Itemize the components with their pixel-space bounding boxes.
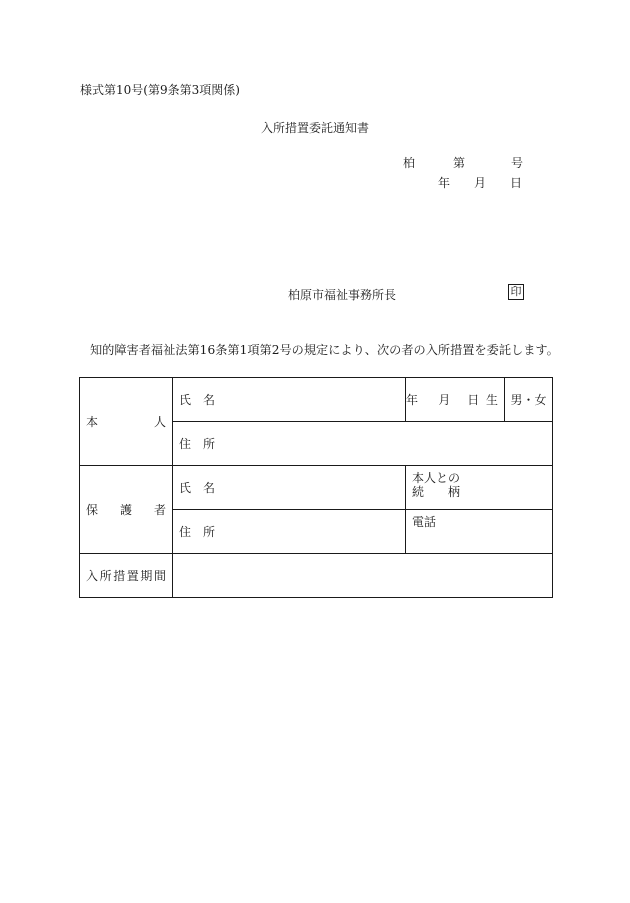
guardian-name-label: 名 bbox=[203, 481, 216, 495]
relation-char: 柄 bbox=[448, 485, 461, 499]
guardian-address-label: 住 bbox=[179, 525, 192, 539]
guardian-category-char: 者 bbox=[153, 503, 166, 517]
guardian-relation-cell[interactable] bbox=[406, 466, 553, 510]
birth-suffix: 生 bbox=[485, 393, 498, 407]
relation-label-line1: 本人との bbox=[412, 471, 461, 485]
person-category-cell bbox=[80, 378, 173, 466]
issuer-name: 柏原市福祉事務所長 bbox=[288, 288, 397, 302]
birth-day: 日 bbox=[467, 393, 480, 407]
guardian-name-row bbox=[80, 466, 553, 510]
period-row bbox=[80, 554, 553, 598]
notice-number bbox=[403, 154, 523, 171]
person-birthdate-cell[interactable] bbox=[406, 378, 505, 422]
notice-number-suffix: 号 bbox=[510, 156, 523, 170]
person-address-label: 住 bbox=[179, 437, 192, 451]
period-label-char: 措 bbox=[113, 569, 126, 583]
document-title: 入所措置委託通知書 bbox=[260, 121, 369, 135]
relation-label-line2 bbox=[412, 485, 546, 499]
birth-month: 月 bbox=[438, 393, 451, 407]
person-name-label: 氏 bbox=[179, 393, 192, 407]
guardian-phone-cell[interactable] bbox=[406, 510, 553, 554]
form-number: 様式第10号(第9条第3項関係) bbox=[80, 83, 240, 97]
relation-char: 続 bbox=[412, 485, 425, 499]
phone-label: 電話 bbox=[412, 515, 437, 529]
notice-number-mid: 第 bbox=[452, 156, 465, 170]
guardian-category-cell bbox=[80, 466, 173, 554]
person-name-label: 名 bbox=[203, 393, 216, 407]
statement-text: 知的障害者福祉法第16条第1項第2号の規定により、次の者の入所措置を委託します。 bbox=[90, 343, 559, 357]
period-label-char: 置 bbox=[126, 569, 139, 583]
guardian-category-char: 護 bbox=[119, 503, 132, 517]
period-label-char: 期 bbox=[140, 569, 153, 583]
period-label-cell bbox=[80, 554, 173, 598]
person-address-cell[interactable] bbox=[173, 422, 553, 466]
person-sex-cell[interactable] bbox=[505, 378, 553, 422]
person-category-char: 人 bbox=[153, 415, 166, 429]
person-name-cell[interactable] bbox=[173, 378, 406, 422]
person-name-row bbox=[80, 378, 553, 422]
person-address-label: 所 bbox=[203, 437, 216, 451]
period-value-cell[interactable] bbox=[173, 554, 553, 598]
period-label-char: 所 bbox=[99, 569, 112, 583]
date-day: 日 bbox=[509, 176, 522, 190]
guardian-name-cell[interactable] bbox=[173, 466, 406, 510]
guardian-category-char: 保 bbox=[86, 503, 99, 517]
date-month: 月 bbox=[473, 176, 486, 190]
date-year: 年 bbox=[437, 176, 450, 190]
person-category-char: 本 bbox=[86, 415, 99, 429]
sex-options: 男・女 bbox=[510, 393, 547, 407]
notice-date bbox=[438, 174, 522, 191]
guardian-address-label: 所 bbox=[203, 525, 216, 539]
period-label-char: 入 bbox=[86, 569, 99, 583]
guardian-name-label: 氏 bbox=[179, 481, 192, 495]
guardian-address-cell[interactable] bbox=[173, 510, 406, 554]
seal-box: 印 bbox=[508, 284, 524, 300]
notice-number-prefix: 柏 bbox=[402, 156, 415, 170]
birth-year: 年 bbox=[406, 393, 419, 407]
period-label-char: 間 bbox=[153, 569, 166, 583]
info-table bbox=[79, 377, 553, 598]
